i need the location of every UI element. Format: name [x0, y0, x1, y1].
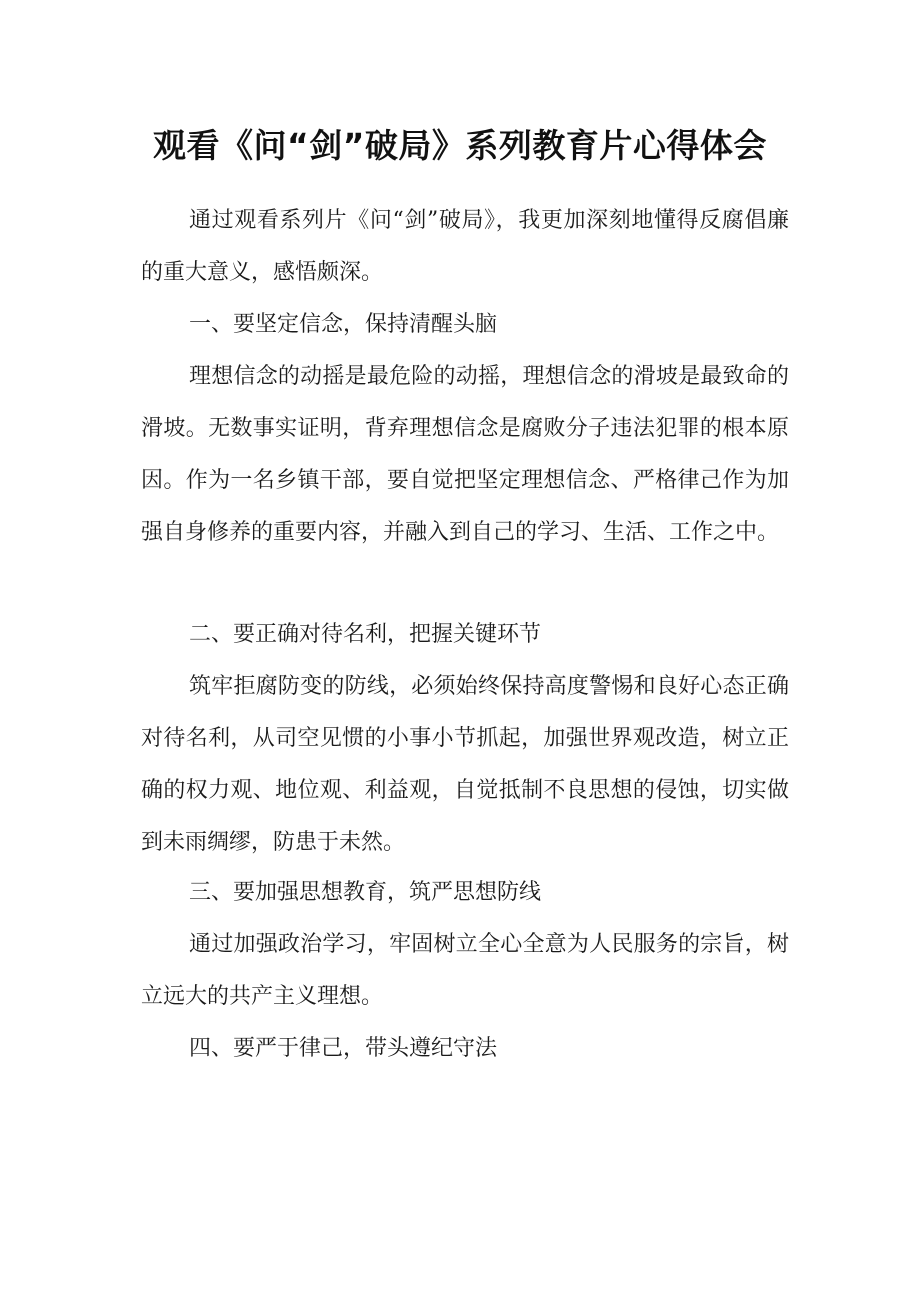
intro-paragraph: 通过观看系列片《问“剑”破局》，我更加深刻地懂得反腐倡廉的重大意义，感悟颇深。: [141, 208, 789, 285]
section-paragraph-1: 理想信念的动摇是最危险的动摇，理想信念的滑坡是最致命的滑坡。无数事实证明，背弃理想信念是腐败分子违法犯罪的根本原因。作为一名乡镇干部，要自觉把坚定理想信念、严格律己作为加强自身修养的重要内容，并融入到自己的学习、生活、工作之中。: [141, 364, 789, 545]
section-paragraph-2: 筑牢拒腐防变的防线，必须始终保持高度警惕和良好心态正确对待名利，从司空见惯的小事小节抓起，加强世界观改造，树立正确的权力观、地位观、利益观，自觉抵制不良思想的侵蚀，切实做到未雨绸缪，防患于未然。: [141, 674, 789, 855]
section-heading-3: 三、要加强思想教育，筑严思想防线: [189, 880, 542, 905]
section-heading-2: 二、要正确对待名利，把握关键环节: [189, 622, 542, 647]
section-paragraph-3: 通过加强政治学习，牢固树立全心全意为人民服务的宗旨，树立远大的共产主义理想。: [141, 932, 789, 1009]
document-title: 观看《问“剑”破局》系列教育片心得体会: [153, 126, 767, 165]
section-heading-4: 四、要严于律己，带头遵纪守法: [189, 1036, 498, 1061]
section-heading-1: 一、要坚定信念，保持清醒头脑: [189, 312, 498, 337]
